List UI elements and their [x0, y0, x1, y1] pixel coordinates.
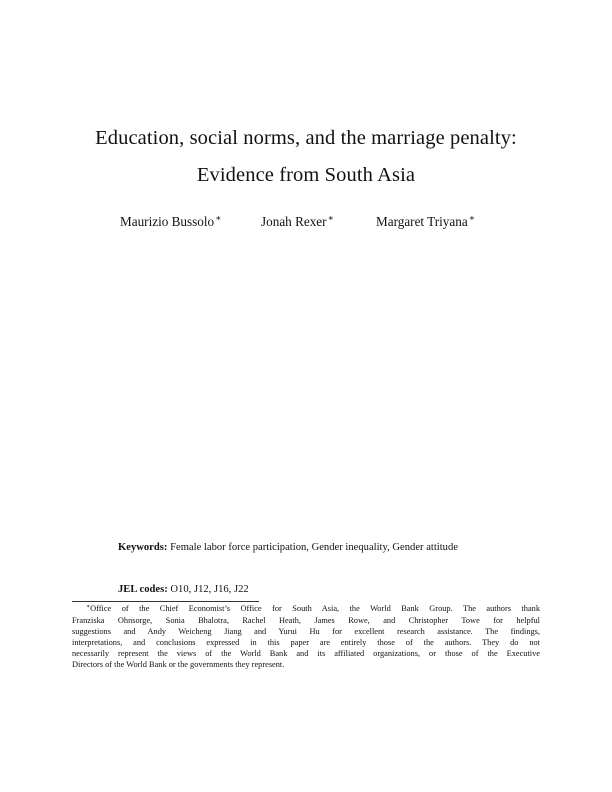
author-footnote-mark: ∗ — [215, 213, 222, 223]
footnote-line: Franziska Ohnsorge, Sonia Bhalotra, Rachel Heath, James Rowe, and Christopher Towe for helpful — [72, 615, 540, 625]
footnote-line: suggestions and Andy Weicheng Jiang and Yurui Hu for excellent research assistance. The findings, — [72, 626, 540, 636]
keywords-text: Female labor force participation, Gender inequality, Gender attitude — [170, 542, 458, 553]
footnote-line: necessarily represent the views of the World Bank and its affiliated organizations, or those of the Executive — [72, 648, 540, 658]
author-3 — [376, 213, 475, 232]
author-name: Jonah Rexer — [261, 214, 327, 229]
author-list — [0, 213, 612, 231]
footnote-mark: ∗ — [86, 604, 91, 610]
author-1 — [120, 213, 221, 232]
author-2 — [261, 213, 334, 232]
footnote-line: interpretations, and conclusions expressed in this paper are entirely those of the authors. They do not — [72, 637, 540, 647]
footnote-line-text: Office of the Chief Economist’s Office for South Asia, the World Bank Group. The authors thank — [90, 604, 540, 613]
jel-codes-label: JEL codes: — [118, 584, 168, 595]
footnote-line — [72, 604, 540, 616]
keywords-label: Keywords: — [118, 542, 168, 553]
author-footnote-mark: ∗ — [468, 213, 475, 223]
jel-codes-text: O10, J12, J16, J22 — [170, 584, 249, 595]
author-footnote — [72, 604, 540, 670]
paper-title-line-2: Evidence from South Asia — [196, 164, 416, 186]
keywords — [118, 541, 458, 555]
paper-title-line-1: Education, social norms, and the marriage penalty: — [95, 127, 517, 149]
author-footnote-mark: ∗ — [327, 213, 334, 223]
jel-codes — [118, 583, 249, 597]
footnote-rule — [72, 601, 259, 602]
author-name: Maurizio Bussolo — [120, 214, 215, 229]
author-name: Margaret Triyana — [376, 214, 468, 229]
footnote-line: Directors of the World Bank or the governments they represent. — [72, 659, 285, 669]
